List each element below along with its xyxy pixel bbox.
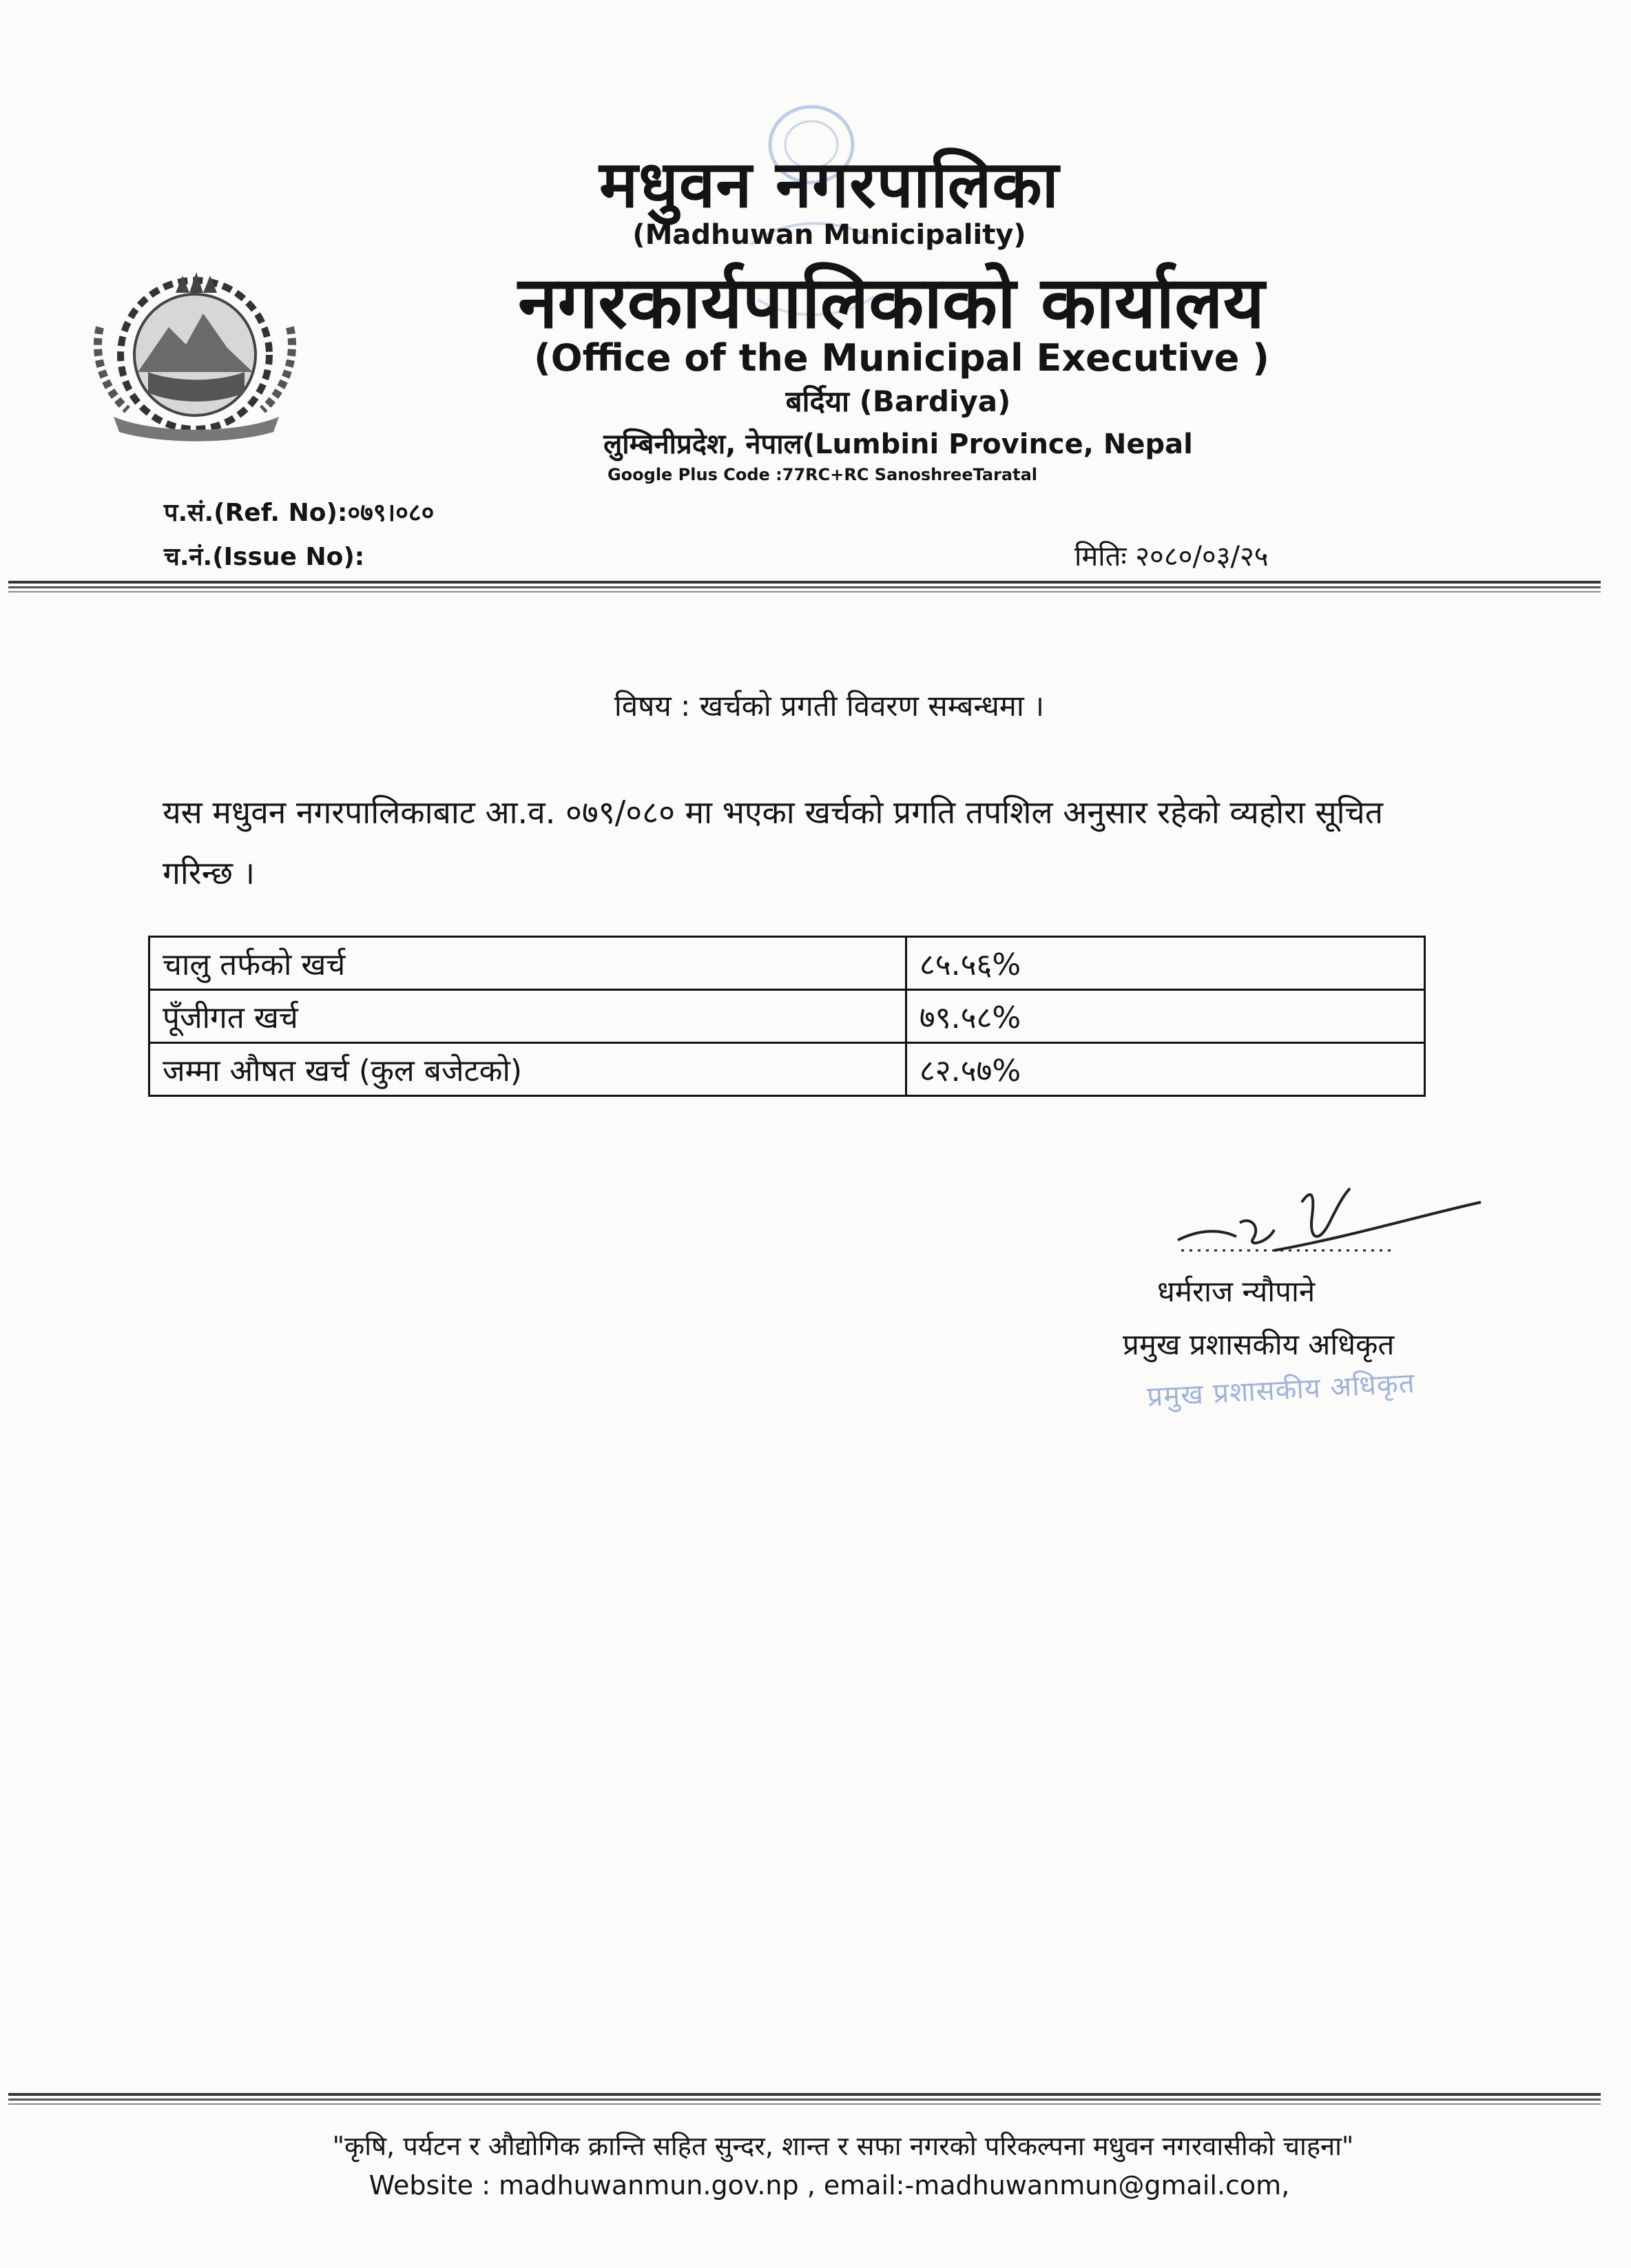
office-name-english: (Office of the Municipal Executive ) xyxy=(534,336,1269,380)
date-label: मितिः xyxy=(1074,541,1127,573)
table-row xyxy=(149,937,1425,990)
expense-value: ७९.५८% xyxy=(906,990,1424,1043)
letter-body: यस मधुवन नगरपालिकाबाट आ.व. ०७९/०८० मा भएका खर्चको प्रगति तपशिल अनुसार रहेको व्यहोरा सूचित गरिन्छ । xyxy=(163,794,1383,891)
expense-value: ८२.५७% xyxy=(906,1043,1424,1096)
district-name: बर्दिया (Bardiya) xyxy=(785,384,1011,418)
footer-divider xyxy=(8,2099,1601,2101)
designation-stamp: प्रमुख प्रशासकीय अधिकृत xyxy=(1146,1367,1416,1414)
expense-value: ८५.५६% xyxy=(906,937,1424,990)
office-name-nepali: नगरकार्यपालिकाको कार्यालय xyxy=(517,260,1265,344)
expense-label: जम्मा औषत खर्च (कुल बजेटको) xyxy=(149,1043,906,1096)
date-value: २०८०/०३/२५ xyxy=(1135,541,1269,573)
expense-progress-table xyxy=(148,936,1426,1097)
header-divider xyxy=(8,586,1601,588)
footer-divider xyxy=(8,2103,1601,2105)
province-name: लुम्बिनीप्रदेश, नेपाल(Lumbini Province, Nepal xyxy=(603,429,1193,460)
signatory-title: प्रमुख प्रशासकीय अधिकृत xyxy=(1123,1328,1395,1361)
table-row xyxy=(149,990,1425,1043)
expense-label: चालु तर्फको खर्च xyxy=(149,937,906,990)
issue-label: च.नं.(Issue No): xyxy=(164,543,365,571)
header-divider xyxy=(8,581,1601,584)
reference-value: ०७९।०८० xyxy=(347,499,435,527)
letter-date xyxy=(1074,536,1269,574)
header-divider xyxy=(8,591,1601,592)
table-row xyxy=(149,1043,1425,1096)
issue-number xyxy=(164,539,364,573)
signature-icon xyxy=(1171,1175,1488,1264)
municipality-name-nepali: मधुवन नगरपालिका xyxy=(599,147,1060,223)
expense-label: पूँजीगत खर्च xyxy=(149,990,906,1043)
footer-contact: Website : madhuwanmun.gov.np , email:-madhuwanmun@gmail.com, xyxy=(368,2170,1290,2200)
signatory-name: धर्मराज न्यौपाने xyxy=(1157,1275,1316,1308)
letter-subject: विषय : खर्चको प्रगती विवरण सम्बन्धमा । xyxy=(614,689,1045,723)
footer-slogan: "कृषि, पर्यटन र औद्योगिक क्रान्ति सहित सुन्दर, शान्त र सफा नगरको परिकल्पना मधुवन नगरवासीको चाहना" xyxy=(332,2131,1354,2161)
plus-code: Google Plus Code :77RC+RC SanoshreeTaratal xyxy=(607,465,1038,484)
reference-number xyxy=(164,495,434,528)
municipality-name-english: (Madhuwan Municipality) xyxy=(632,219,1026,251)
reference-label: प.सं.(Ref. No): xyxy=(164,499,348,527)
footer-divider xyxy=(8,2093,1601,2096)
